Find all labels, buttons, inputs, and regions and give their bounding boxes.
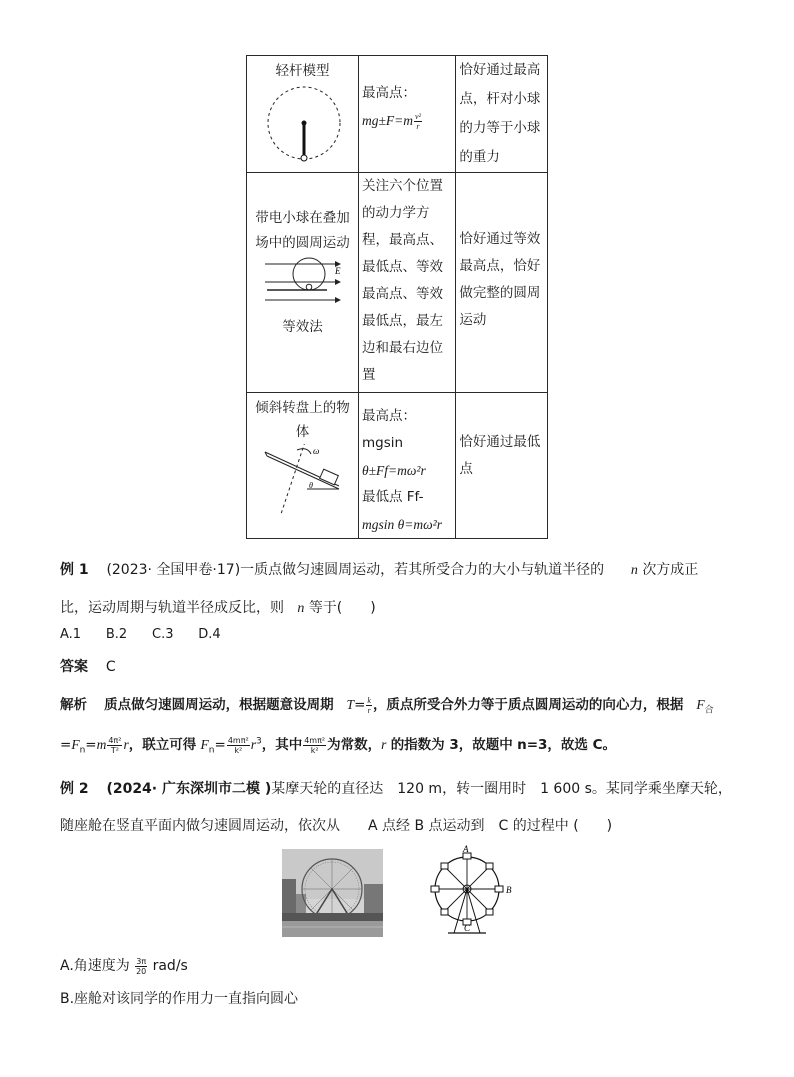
model-cell	[247, 56, 359, 173]
point-a-label: A	[463, 844, 469, 854]
ferris-wheel-diagram	[428, 843, 518, 939]
equation-line: θ±Ff=mω²r	[362, 463, 426, 478]
stacked-field-diagram	[247, 256, 358, 306]
equation: mg±F=m $\frac{\text{v²}}{r}$	[362, 111, 421, 131]
example1-label: 例 1	[60, 562, 89, 578]
example2-label: 例 2	[60, 781, 89, 797]
equation-line: mgsin θ=mω²r	[362, 517, 442, 532]
equations-text: 关注六个位置的动力学方程，最高点、最低点、等效最高点、等效最低点，最左边和最右边位置	[362, 178, 443, 383]
equation-cell	[359, 393, 456, 539]
conclusion-cell	[456, 393, 548, 539]
table-row	[247, 173, 548, 393]
equation-line: 最高点：mgsin	[362, 408, 416, 451]
example2-option-b[interactable]: B.座舱对该同学的作用力一直指向圆心	[60, 991, 299, 1007]
model-name: 倾斜转盘上的物体	[255, 400, 350, 440]
equation-cell	[359, 173, 456, 393]
example1-line1: 例 1 (2023· 全国甲卷·17)一质点做匀速圆周运动，若其所受合力的大小与轨道半径的 n 次方成正	[60, 562, 699, 578]
example2-line1: 例 2 (2024· 广东深圳市二模 )某摩天轮的直径达 120 m，转一圈用时 1 600 s。某同学乘坐摩天轮，	[60, 781, 732, 797]
option[interactable]: D.4	[198, 627, 221, 642]
light-rod-diagram	[247, 85, 358, 165]
example2-option-a[interactable]: A.角速度为 $\frac{3\pi}{20}$ rad/s	[60, 956, 188, 976]
conclusion-text: 恰好通过最低点	[459, 434, 541, 477]
model-name: 带电小球在叠加场中的圆周运动	[255, 210, 350, 251]
conclusion-cell	[456, 56, 548, 173]
highest-label: 最高点：	[362, 85, 416, 101]
model-cell	[247, 173, 359, 393]
example1-analysis-line1: 解析 质点做匀速圆周运动，根据题意设周期 T= $\frac{k}{r}$ ，质点所受合外力等于质点圆周运动的向心力，根据 $F_合$	[60, 695, 714, 716]
table-row	[247, 393, 548, 539]
method-label: 等效法	[282, 319, 323, 335]
model-name: 轻杆模型	[275, 63, 330, 79]
option[interactable]: A.1	[60, 627, 82, 642]
model-cell	[247, 393, 359, 539]
omega-label: ω	[313, 446, 320, 456]
conclusion-cell	[456, 173, 548, 393]
theta-label: θ	[309, 481, 313, 490]
summary-table	[246, 55, 548, 539]
example2-source: (2024· 广东深圳市二模 )	[106, 781, 272, 797]
example2-line2: 随座舱在竖直平面内做匀速圆周运动，依次从 A 点经 B 点运动到 C 的过程中 ( )	[60, 818, 613, 834]
example1-answer: 答案 C	[60, 659, 116, 675]
option[interactable]: C.3	[152, 627, 174, 642]
conclusion-text: 恰好通过等效最高点，恰好做完整的圆周运动	[459, 231, 541, 328]
point-c-label: C	[464, 923, 471, 933]
point-b-label: B	[506, 885, 512, 895]
example1-line2: 比，运动周期与轨道半径成反比，则 n 等于( )	[60, 600, 376, 616]
option[interactable]: B.2	[105, 627, 128, 642]
ferris-wheel-photo	[282, 849, 383, 937]
example1-source: (2023· 全国甲卷·17)	[106, 562, 241, 578]
conclusion-text: 恰好通过最高点，杆对小球的力等于小球的重力	[459, 62, 541, 165]
table-row	[247, 56, 548, 173]
equation-cell	[359, 56, 456, 173]
equation-line: 最低点 Ff-	[362, 489, 424, 505]
tilted-disk-diagram	[247, 444, 358, 516]
example1-options	[60, 627, 221, 642]
field-label: E	[335, 266, 341, 276]
example1-analysis-line2: $=F_n=m$ $\frac{\text{4π²}}{\text{T²}}$ r，联立可得 $F_n=$ $\frac{\text{4mπ²}}{\text{k²}}$ $r^3$，其中 $\frac{\text{4mπ²}}{\text{k²}}$ 为常数，r 的指数为 3，故题中 n=3，故选 C。	[60, 735, 617, 756]
